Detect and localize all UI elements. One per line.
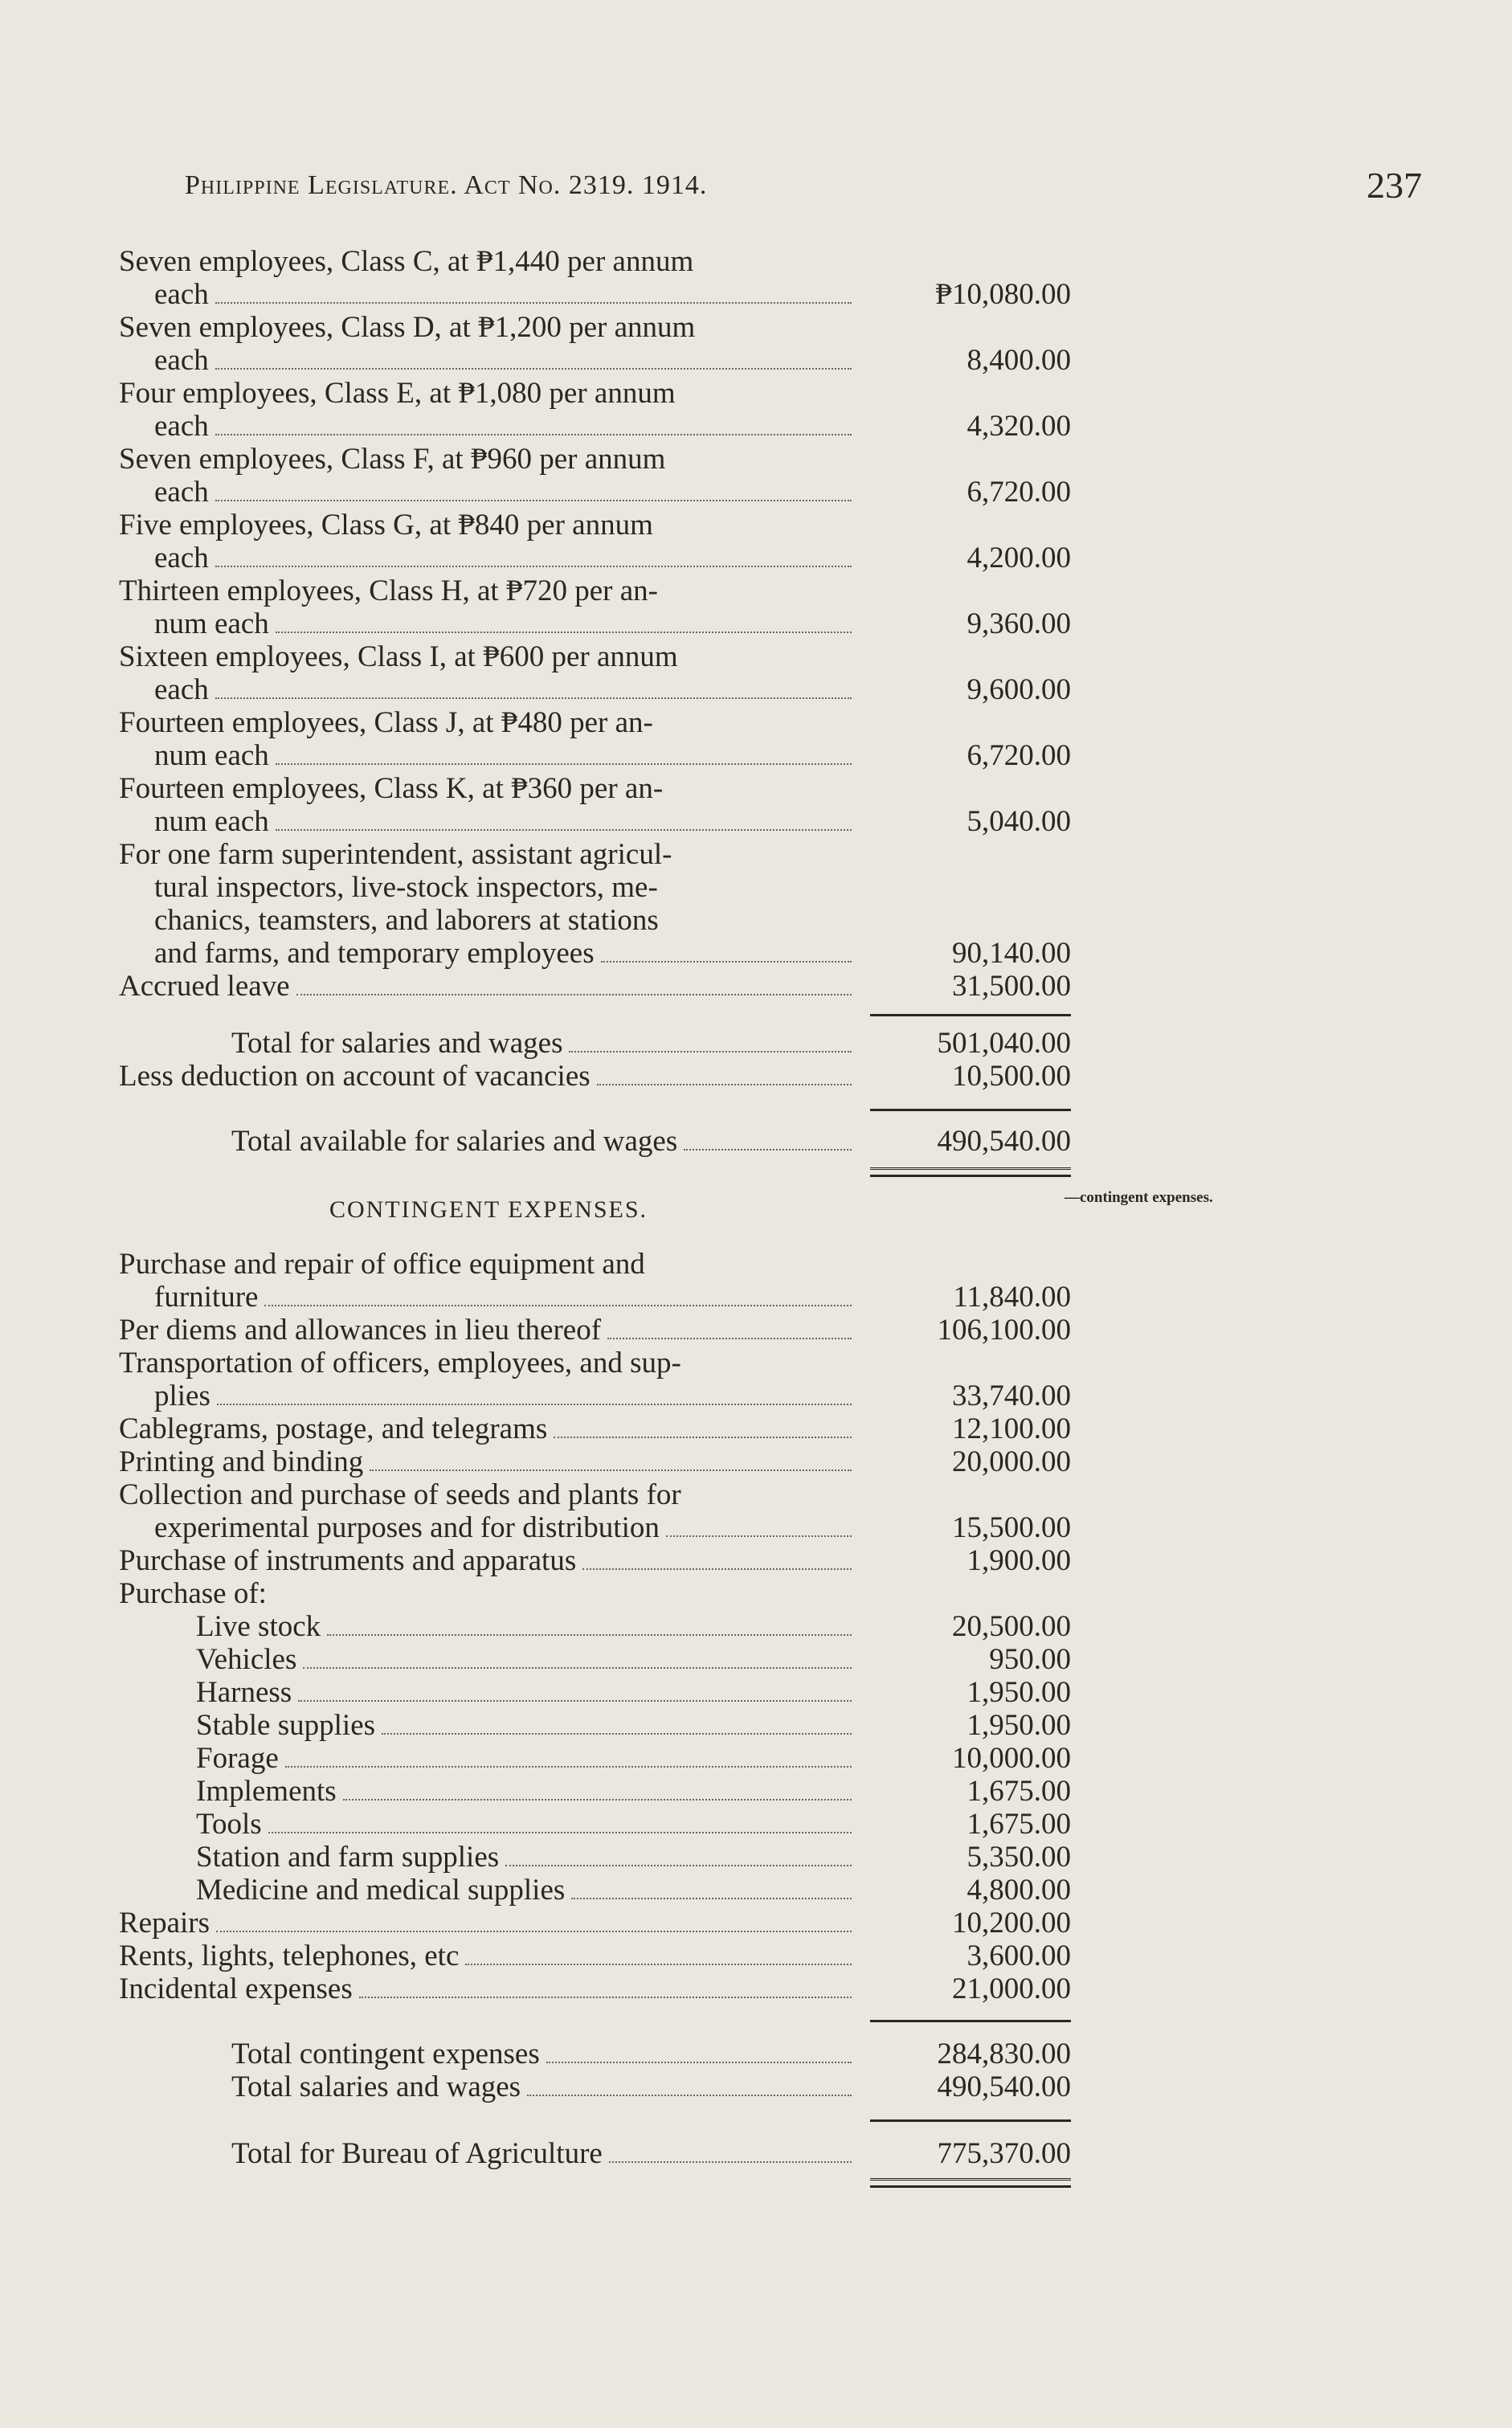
total-bureau-row	[119, 2137, 1071, 2170]
salary-row	[119, 706, 1071, 772]
purchase-label: Live stock	[196, 1610, 321, 1643]
rule-row	[119, 1158, 1071, 1179]
purchase-row	[119, 1775, 1071, 1808]
salary-desc-cont: each	[154, 673, 209, 706]
contingent-desc: Rents, lights, telephones, etc	[119, 1940, 460, 1972]
rule-row	[119, 2103, 1071, 2137]
salary-row	[119, 377, 1071, 443]
contingent-desc: Transportation of officers, employees, and sup-	[119, 1347, 681, 1380]
contingent-desc-cont: furniture	[154, 1281, 259, 1314]
purchase-row	[119, 1808, 1071, 1841]
salary-desc: Four employees, Class E, at ₱1,080 per annum	[119, 377, 676, 410]
salary-amount: 9,360.00	[966, 607, 1071, 640]
salary-amount: 9,600.00	[966, 673, 1071, 706]
total-salwages-amount: 490,540.00	[937, 2070, 1071, 2103]
contingent-amount: 20,000.00	[952, 1445, 1071, 1478]
total-available-row	[119, 1125, 1071, 1158]
total-salwages-row	[119, 2070, 1071, 2103]
salary-amount: 6,720.00	[966, 739, 1071, 772]
farm-row	[119, 838, 1071, 970]
salary-amount: 4,200.00	[966, 542, 1071, 574]
purchase-amount: 20,500.00	[952, 1610, 1071, 1643]
purchase-row	[119, 1742, 1071, 1775]
total-salwages-label: Total salaries and wages	[231, 2070, 521, 2103]
deduction-label: Less deduction on account of vacancies	[119, 1060, 590, 1093]
contingent-desc: Cablegrams, postage, and telegrams	[119, 1412, 548, 1445]
purchase-row	[119, 1874, 1071, 1907]
contingent-row	[119, 1445, 1071, 1478]
contingent-amount: 21,000.00	[952, 1972, 1071, 2005]
accrued-leave-row	[119, 970, 1071, 1003]
salary-amount: 4,320.00	[966, 410, 1071, 443]
total-available-label: Total available for salaries and wages	[231, 1125, 678, 1158]
contingent-desc: Incidental expenses	[119, 1972, 353, 2005]
contingent-amount: 33,740.00	[952, 1380, 1071, 1412]
salary-row	[119, 245, 1071, 311]
total-contingent-row	[119, 2038, 1071, 2070]
farm-desc: tural inspectors, live-stock inspectors, me-	[154, 871, 658, 904]
deduction-row	[119, 1060, 1071, 1093]
total-salaries-amount: 501,040.00	[937, 1027, 1071, 1060]
margin-note: —contingent expenses.	[1065, 1189, 1213, 1206]
salary-desc: Seven employees, Class F, at ₱960 per annum	[119, 443, 666, 476]
contingent-desc: Repairs	[119, 1907, 210, 1940]
purchase-amount: 10,000.00	[952, 1742, 1071, 1775]
double-rule	[870, 2178, 1071, 2188]
rule-row	[119, 1003, 1071, 1027]
purchase-amount: 1,950.00	[966, 1676, 1071, 1709]
salary-amount: 5,040.00	[966, 805, 1071, 838]
sum-rule	[870, 2119, 1071, 2122]
salary-row	[119, 443, 1071, 509]
purchase-of-label: Purchase of:	[119, 1577, 267, 1610]
rule-row	[119, 2005, 1071, 2038]
purchase-label: Implements	[196, 1775, 337, 1808]
purchase-row	[119, 1841, 1071, 1874]
salary-desc-cont: num each	[154, 805, 269, 838]
sum-rule	[870, 1014, 1071, 1016]
total-available-amount: 490,540.00	[937, 1125, 1071, 1158]
page-header	[185, 165, 1422, 219]
salary-desc: Sixteen employees, Class I, at ₱600 per annum	[119, 640, 678, 673]
running-title: Philippine Legislature. Act No. 2319. 1914.	[185, 170, 708, 200]
purchase-label: Harness	[196, 1676, 292, 1709]
sum-rule	[870, 2020, 1071, 2022]
salary-amount: 6,720.00	[966, 476, 1071, 509]
total-contingent-amount: 284,830.00	[937, 2038, 1071, 2070]
salary-amount: 8,400.00	[966, 344, 1071, 377]
contingent-row	[119, 1907, 1071, 1940]
contingent-amount: 11,840.00	[953, 1281, 1071, 1314]
contingent-row	[119, 1544, 1071, 1577]
salary-desc: Thirteen employees, Class H, at ₱720 per an-	[119, 574, 658, 607]
purchase-label: Tools	[196, 1808, 262, 1841]
farm-desc: and farms, and temporary employees	[154, 937, 595, 970]
contingent-row	[119, 1347, 1071, 1412]
purchase-of-heading	[119, 1577, 1071, 1610]
contingent-amount: 12,100.00	[952, 1412, 1071, 1445]
contingent-amount: 1,900.00	[966, 1544, 1071, 1577]
contingent-desc: Collection and purchase of seeds and plants for	[119, 1478, 681, 1511]
purchase-label: Medicine and medical supplies	[196, 1874, 566, 1907]
total-bureau-amount: 775,370.00	[937, 2137, 1071, 2170]
salary-desc: Seven employees, Class D, at ₱1,200 per annum	[119, 311, 696, 344]
double-rule	[870, 1167, 1071, 1177]
purchase-amount: 1,675.00	[966, 1775, 1071, 1808]
salary-desc: Seven employees, Class C, at ₱1,440 per annum	[119, 245, 694, 278]
purchase-amount: 5,350.00	[966, 1841, 1071, 1874]
salary-desc: Five employees, Class G, at ₱840 per annum	[119, 509, 653, 542]
contingent-row	[119, 1412, 1071, 1445]
contingent-desc: Per diems and allowances in lieu thereof	[119, 1314, 602, 1347]
appropriation-table	[119, 245, 1071, 2191]
total-salaries-row	[119, 1027, 1071, 1060]
purchase-label: Vehicles	[196, 1643, 297, 1676]
salary-desc-cont: each	[154, 278, 209, 311]
salary-row	[119, 509, 1071, 574]
total-salaries-label: Total for salaries and wages	[231, 1027, 563, 1060]
salary-desc-cont: num each	[154, 739, 269, 772]
total-contingent-label: Total contingent expenses	[231, 2038, 540, 2070]
contingent-row	[119, 1314, 1071, 1347]
contingent-row	[119, 1972, 1071, 2005]
salary-row	[119, 311, 1071, 377]
contingent-row	[119, 1478, 1071, 1544]
purchase-label: Station and farm supplies	[196, 1841, 500, 1874]
purchase-amount: 1,950.00	[966, 1709, 1071, 1742]
salary-row	[119, 574, 1071, 640]
section-title: CONTINGENT EXPENSES.	[329, 1196, 648, 1223]
salary-desc-cont: num each	[154, 607, 269, 640]
salary-row	[119, 772, 1071, 838]
accrued-amount: 31,500.00	[952, 970, 1071, 1003]
farm-desc: chanics, teamsters, and laborers at stations	[154, 904, 659, 937]
contingent-desc-cont: plies	[154, 1380, 210, 1412]
total-bureau-label: Total for Bureau of Agriculture	[231, 2137, 603, 2170]
accrued-label: Accrued leave	[119, 970, 290, 1003]
farm-desc: For one farm superintendent, assistant agricul-	[119, 838, 672, 871]
salary-desc-cont: each	[154, 410, 209, 443]
salary-row	[119, 640, 1071, 706]
contingent-desc-cont: experimental purposes and for distribution	[154, 1511, 660, 1544]
purchase-row	[119, 1610, 1071, 1643]
contingent-amount: 3,600.00	[966, 1940, 1071, 1972]
salary-amount: ₱10,080.00	[935, 278, 1071, 311]
contingent-row	[119, 1248, 1071, 1314]
contingent-desc: Purchase and repair of office equipment and	[119, 1248, 645, 1281]
rule-row	[119, 2170, 1071, 2191]
contingent-amount: 15,500.00	[952, 1511, 1071, 1544]
purchase-amount: 4,800.00	[966, 1874, 1071, 1907]
farm-amount: 90,140.00	[952, 937, 1071, 970]
purchase-row	[119, 1676, 1071, 1709]
salary-desc: Fourteen employees, Class K, at ₱360 per an-	[119, 772, 664, 805]
sum-rule	[870, 1109, 1071, 1111]
contingent-desc: Printing and binding	[119, 1445, 364, 1478]
purchase-label: Stable supplies	[196, 1709, 376, 1742]
purchase-label: Forage	[196, 1742, 279, 1775]
contingent-row	[119, 1940, 1071, 1972]
purchase-amount: 1,675.00	[966, 1808, 1071, 1841]
salary-desc-cont: each	[154, 542, 209, 574]
rule-row	[119, 1093, 1071, 1125]
salary-desc-cont: each	[154, 344, 209, 377]
salary-desc-cont: each	[154, 476, 209, 509]
deduction-amount: 10,500.00	[952, 1060, 1071, 1093]
contingent-amount: 106,100.00	[937, 1314, 1071, 1347]
salary-desc: Fourteen employees, Class J, at ₱480 per an-	[119, 706, 653, 739]
purchase-row	[119, 1643, 1071, 1676]
contingent-amount: 10,200.00	[952, 1907, 1071, 1940]
contingent-desc: Purchase of instruments and apparatus	[119, 1544, 577, 1577]
purchase-amount: 950.00	[989, 1643, 1071, 1676]
page-number: 237	[1367, 165, 1422, 206]
purchase-row	[119, 1709, 1071, 1742]
